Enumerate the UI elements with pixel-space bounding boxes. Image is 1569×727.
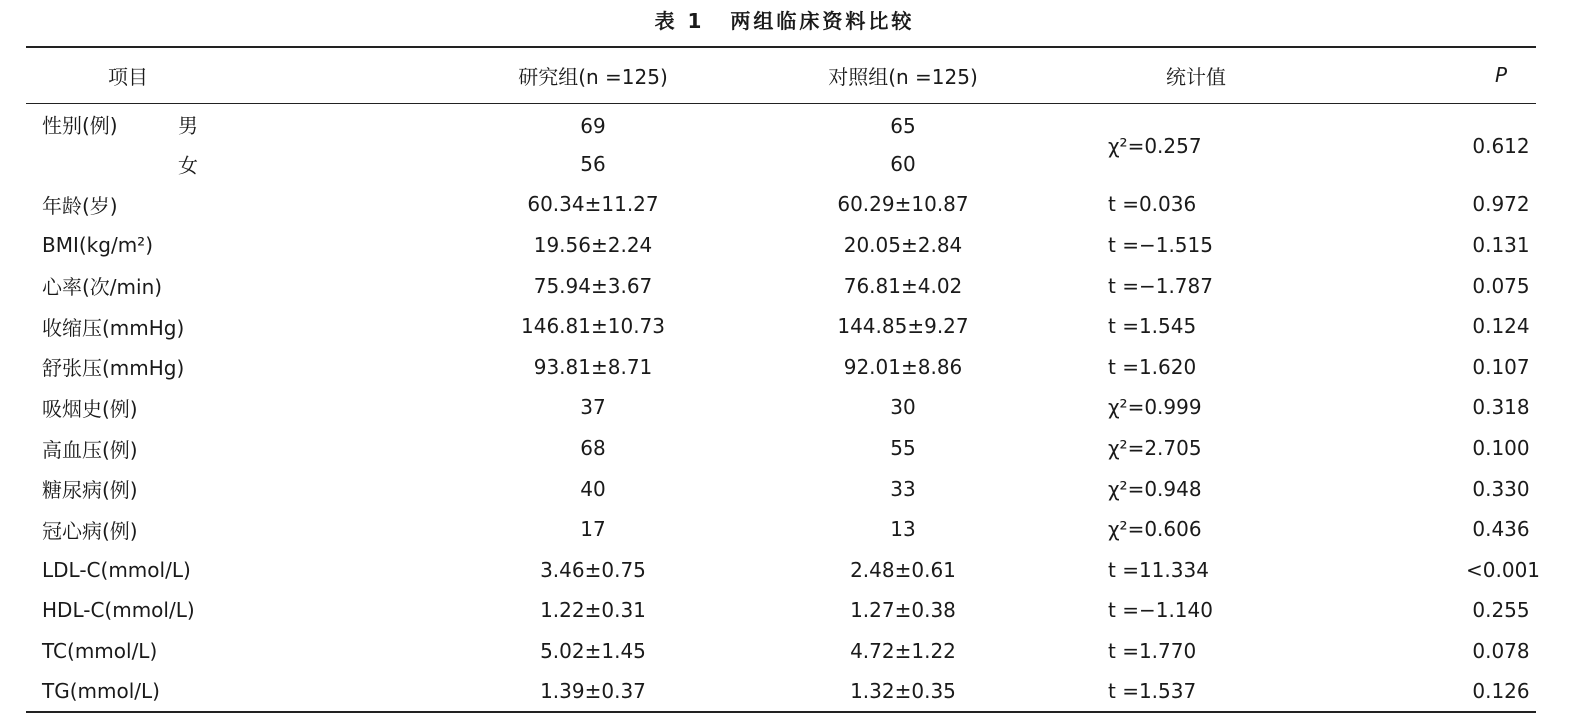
row-statistic: t =1.537: [1078, 671, 1426, 712]
row-item: 心率(次/min): [42, 275, 163, 300]
table-row: [26, 468, 1536, 509]
header-control-group: 对照组(n =125): [728, 47, 1078, 103]
row-item: 糖尿病(例): [42, 478, 138, 503]
table-row: [26, 428, 1536, 469]
table-header: [26, 47, 1536, 103]
row-control-value: 2.48±0.61: [850, 557, 956, 582]
table-row: [26, 590, 1536, 631]
header-statistic: 统计值: [1078, 47, 1426, 103]
row-control-value: 144.85±9.27: [837, 314, 969, 339]
row-item: TG(mmol/L): [26, 671, 458, 712]
header-p-value: P: [1426, 47, 1536, 103]
row-item: 年龄(岁): [42, 193, 118, 218]
row-research-value: 40: [580, 476, 606, 501]
row-p-value: 0.100: [1472, 436, 1530, 461]
row-control-value: 76.81±4.02: [843, 273, 963, 298]
row-item: 高血压(例): [42, 437, 138, 462]
row-statistic: χ²=0.606: [1108, 517, 1202, 542]
row-item: 吸烟史(例): [42, 396, 138, 421]
row-control-value: 1.27±0.38: [850, 598, 956, 623]
table-row: [26, 265, 1536, 306]
row-p-value: 0.131: [1472, 233, 1530, 258]
row-p-value: <0.001: [1466, 557, 1541, 582]
row-p-value: 0.126: [1426, 671, 1536, 712]
row-statistic: t =1.620: [1108, 354, 1197, 379]
row-research-value: 17: [580, 517, 606, 542]
row-research-value: 75.94±3.67: [533, 273, 653, 298]
table-row: [26, 550, 1536, 591]
row-control-value: 13: [890, 517, 916, 542]
sex-female-cell: [26, 144, 458, 185]
sex-male-control: 65: [890, 113, 916, 138]
row-research-value: 19.56±2.24: [533, 233, 653, 258]
sex-male-label: 男: [178, 113, 198, 138]
row-control-value: 55: [890, 436, 916, 461]
row-control-value: 1.32±0.35: [728, 671, 1078, 712]
row-research-value: 5.02±1.45: [540, 639, 646, 664]
row-research-value: 68: [580, 436, 606, 461]
table-row: [26, 509, 1536, 550]
row-control-value: 60.29±10.87: [837, 192, 969, 217]
table-body: [26, 103, 1541, 712]
table-row: [26, 671, 1536, 712]
row-p-value: 0.075: [1472, 273, 1530, 298]
row-research-value: 60.34±11.27: [527, 192, 659, 217]
row-item: 冠心病(例): [42, 518, 138, 543]
row-p-value: 0.124: [1472, 314, 1530, 339]
row-control-value: 4.72±1.22: [850, 639, 956, 664]
row-item: TC(mmol/L): [42, 639, 158, 664]
row-p-value: 0.318: [1472, 395, 1530, 420]
sex-female-research: 56: [580, 151, 606, 176]
sex-p-value: 0.612: [1472, 133, 1530, 158]
row-item: 收缩压(mmHg): [42, 315, 185, 340]
row-research-value: 1.39±0.37: [458, 671, 728, 712]
sex-female-label: 女: [178, 153, 198, 178]
row-statistic: χ²=2.705: [1108, 436, 1202, 461]
table-row: [26, 631, 1536, 672]
row-control-value: 20.05±2.84: [843, 233, 963, 258]
row-research-value: 93.81±8.71: [533, 354, 653, 379]
row-statistic: t =1.770: [1108, 639, 1197, 664]
table-row-sex-male: [26, 103, 1536, 144]
row-item: BMI(kg/m²): [42, 233, 153, 258]
sex-statistic: χ²=0.257: [1108, 133, 1202, 158]
row-research-value: 37: [580, 395, 606, 420]
row-research-value: 146.81±10.73: [521, 314, 665, 339]
row-control-value: 92.01±8.86: [843, 354, 963, 379]
row-statistic: t =−1.140: [1108, 598, 1213, 623]
row-item: HDL-C(mmol/L): [42, 598, 195, 623]
table-row: [26, 225, 1536, 266]
table-row: [26, 347, 1536, 388]
row-statistic: t =−1.787: [1108, 273, 1213, 298]
row-p-value: 0.972: [1472, 192, 1530, 217]
row-p-value: 0.255: [1472, 598, 1530, 623]
row-statistic: χ²=0.999: [1108, 395, 1202, 420]
row-p-value: 0.436: [1472, 517, 1530, 542]
row-item: 舒张压(mmHg): [42, 356, 185, 381]
row-statistic: t =−1.515: [1108, 233, 1213, 258]
row-item: LDL-C(mmol/L): [42, 557, 191, 582]
row-statistic: t =0.036: [1108, 192, 1197, 217]
row-control-value: 33: [890, 476, 916, 501]
row-p-value: 0.078: [1472, 639, 1530, 664]
table-caption: [0, 6, 1569, 36]
row-research-value: 1.22±0.31: [540, 598, 646, 623]
row-control-value: 30: [890, 395, 916, 420]
table-row: [26, 387, 1536, 428]
sex-label-cell: [26, 103, 458, 144]
row-statistic: t =1.545: [1108, 314, 1197, 339]
header-research-group: 研究组(n =125): [458, 47, 728, 103]
row-p-value: 0.330: [1472, 476, 1530, 501]
sex-female-control: 60: [890, 151, 916, 176]
sex-male-research: 69: [580, 113, 606, 138]
clinical-data-table: [26, 46, 1541, 713]
sex-label: 性别(例): [42, 113, 118, 138]
table-title: 两组临床资料比较: [730, 9, 915, 33]
row-statistic: t =11.334: [1108, 557, 1209, 582]
row-p-value: 0.107: [1472, 354, 1530, 379]
header-item: 项目: [26, 47, 458, 103]
table-number: 表 1: [654, 9, 705, 33]
table-row: [26, 306, 1536, 347]
row-statistic: χ²=0.948: [1108, 476, 1202, 501]
table-row: [26, 184, 1536, 225]
header-row: [26, 47, 1536, 103]
row-research-value: 3.46±0.75: [540, 557, 646, 582]
